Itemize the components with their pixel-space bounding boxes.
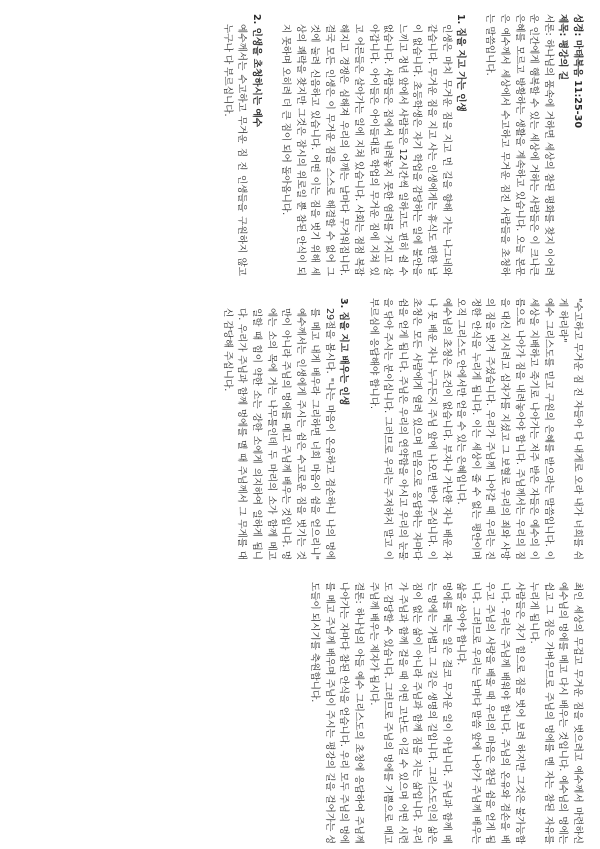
column-1 [12,14,584,276]
section-2-body: 예수께서는 수고하고 무거운 짐 진 인생들을 구원하지 않고 누구나 다 부르십니다. [221,24,248,276]
section-1-body: 인생은 마치 무거운 짐을 지고 먼 길을 향해 가는 나그네와 같습니다. 무거운 짐을 지고 사는 인생에게는 휴식도 편한 날이 없습니다. 초등학생은 자기 학업을 감당하는 일에 불안을 느끼고 정년 앞에서 사람들은 12시간씩 일하고도 편히 쉴 수 없습니다. 사람들은 집에서 내려놓지 못한 염려를 가지고 살아갑니다. 아이들은 아이들대로 학업의 무거운 짐에 지쳐 있고 어른들은 살아가는 일에 지쳐 있습니다. 사회는 점점 복잡해지고 경쟁은 심해져 우리의 어깨는 날마다 무거워집니다. 결국 모든 인생은 이 무거운 짐을 스스로 해결할 수 없어 그것에 눌려 신음하고 있습니다. 어떤 이는 짐을 벗기 위해 세상의 쾌락을 찾지만 그것은 잠시의 위로일 뿐 참된 안식이 되지 못하며 오히려 더 큰 짐이 되어 돌아옵니다. [280,24,452,276]
column-3-paragraph-2: 사람들은 자기 힘으로 짐을 벗어 보려 하지만 그것은 불가능합니다. 우리는 주님께 배워야 합니다. 주님의 온유와 겸손을 배우고 주님의 사랑을 배울 때 우리의 마음은 참된 쉼을 얻게 됩니다. 그러므로 우리는 날마다 말씀 앞에 나아가 주님께 배우는 삶을 살아야 합니다. [455,582,525,844]
column-3 [12,582,584,844]
sermon-title: 제목: 평강의 길 [557,14,569,81]
conclusion: 결론: 하나님의 아들 예수 그리스도의 초청에 응답하여 주님께 나아가는 자마다 참된 안식을 얻습니다. 우리 모두 주님의 멍에를 메고 주님께 배우며 주님이 주시는 평강의 길을 걸어가는 성도들이 되시기를 축원합니다. [309,582,365,844]
section-3-heading: 3. 짐을 지고 배우는 인생 [338,298,350,406]
spacer [351,298,366,560]
column-3-paragraph-3: 멍에를 메는 일은 결코 무거운 일이 아닙니다. 주님과 함께 메는 멍에는 가볍고 그 길은 생명의 길입니다. 그리스도인의 삶은 짐이 없는 삶이 아니라 주님과 함께 짐을 지는 삶입니다. 우리가 주님과 함께 걸을 때 어떤 고난도 이길 수 있으며 어떤 시련도 감당할 수 있습니다. 그러므로 주님의 멍에를 기쁨으로 메고 주님께 배우는 제자가 됩시다. [367,582,452,844]
spacer [263,14,278,276]
scripture-reference: 성경: 마태복음 11:25-30 [572,14,583,128]
section-1-heading: 1. 짐을 지고 가는 인생 [455,14,467,112]
introduction: 서론: 하나님의 품속에 거하면 세상의 참된 평화를 찾지 이어려운 인간에게 행복할 수 있는 세상에 거하는 사람들은 이 크나큰 은혜를 모르고 방황하는 생활을 계속하고 있습니다. 오늘 본문은 예수께서 세상에서 수고하고 무거운 짐진 사람들을 초청하는 말씀입니다. [484,14,554,276]
column-2-paragraph-1: 예수 그리스도를 믿고 구원의 은혜를 받으라는 말씀입니다. 이 세상을 지배하고 죽기로 나아가는 저주 받은 자들은 예수의 이름으로 나아가 짐을 내려놓아야 합니다. 주님께서는 우리의 짐을 대신 지시려고 십자가를 지셨고 그 보혈로 우리의 죄와 사망의 짐을 벗겨 주셨습니다. 우리가 주님께 나아갈 때 우리는 진정한 안식을 누리게 됩니다. 이는 세상이 줄 수 없는 평안이며 오직 그리스도 안에서만 얻을 수 있는 은혜입니다. [455,298,554,560]
scripture-quote: "수고하고 무거운 짐 진 자들아 다 내게로 오라 내가 너희를 쉬게 하리라" [557,298,583,560]
column-2 [12,298,584,560]
column-3-paragraph-1: 최인 세상의 무겁고 무거운 짐을 벗으려고 예수께서 마련하신 예수님의 멍에를 메고 다시 배우는 것입니다. 예수님의 멍에는 쉽고 그 짐은 가벼우므로 주님의 멍에를 멘 자는 참된 자유를 누리게 됩니다. [528,582,583,844]
spacer [467,14,482,276]
column-2-paragraph-2: 예수님의 초청은 조건이 없습니다. 부자나 가난한 자나 배운 자나 못 배운 자나 누구든지 주님 앞에 나오면 받아 주십니다. 이 초청은 모든 사람에게 열려 있으며 믿음으로 응답하는 자마다 쉼을 얻게 됩니다. 주님은 우리의 연약함을 아시고 우리의 눈물을 닦아 주시는 분이십니다. 그러므로 우리는 주저하지 말고 이 부르심에 응답해야 합니다. [367,298,452,560]
section-2-heading: 2. 인생을 초청하시는 예수 [250,14,262,128]
section-3-body: 29절을 봅시다. "나는 마음이 온유하고 겸손하니 나의 멍에를 메고 내게 배우라 그리하면 너희 마음이 쉼을 얻으리니" 예수께서는 인생에게 주시는 쉼은 수고로운 짐을 벗기는 것만이 아니라 주님의 멍에를 메고 주님께 배우는 것입니다. 멍에는 소의 목에 거는 나무틀인데 두 마리의 소가 함께 메고 일할 때 힘이 약한 소는 강한 소에게 의지하여 일하게 됩니다. 우리가 주님과 함께 멍에를 멜 때 주님께서 그 무게를 대신 감당해 주십니다. [221,308,335,560]
